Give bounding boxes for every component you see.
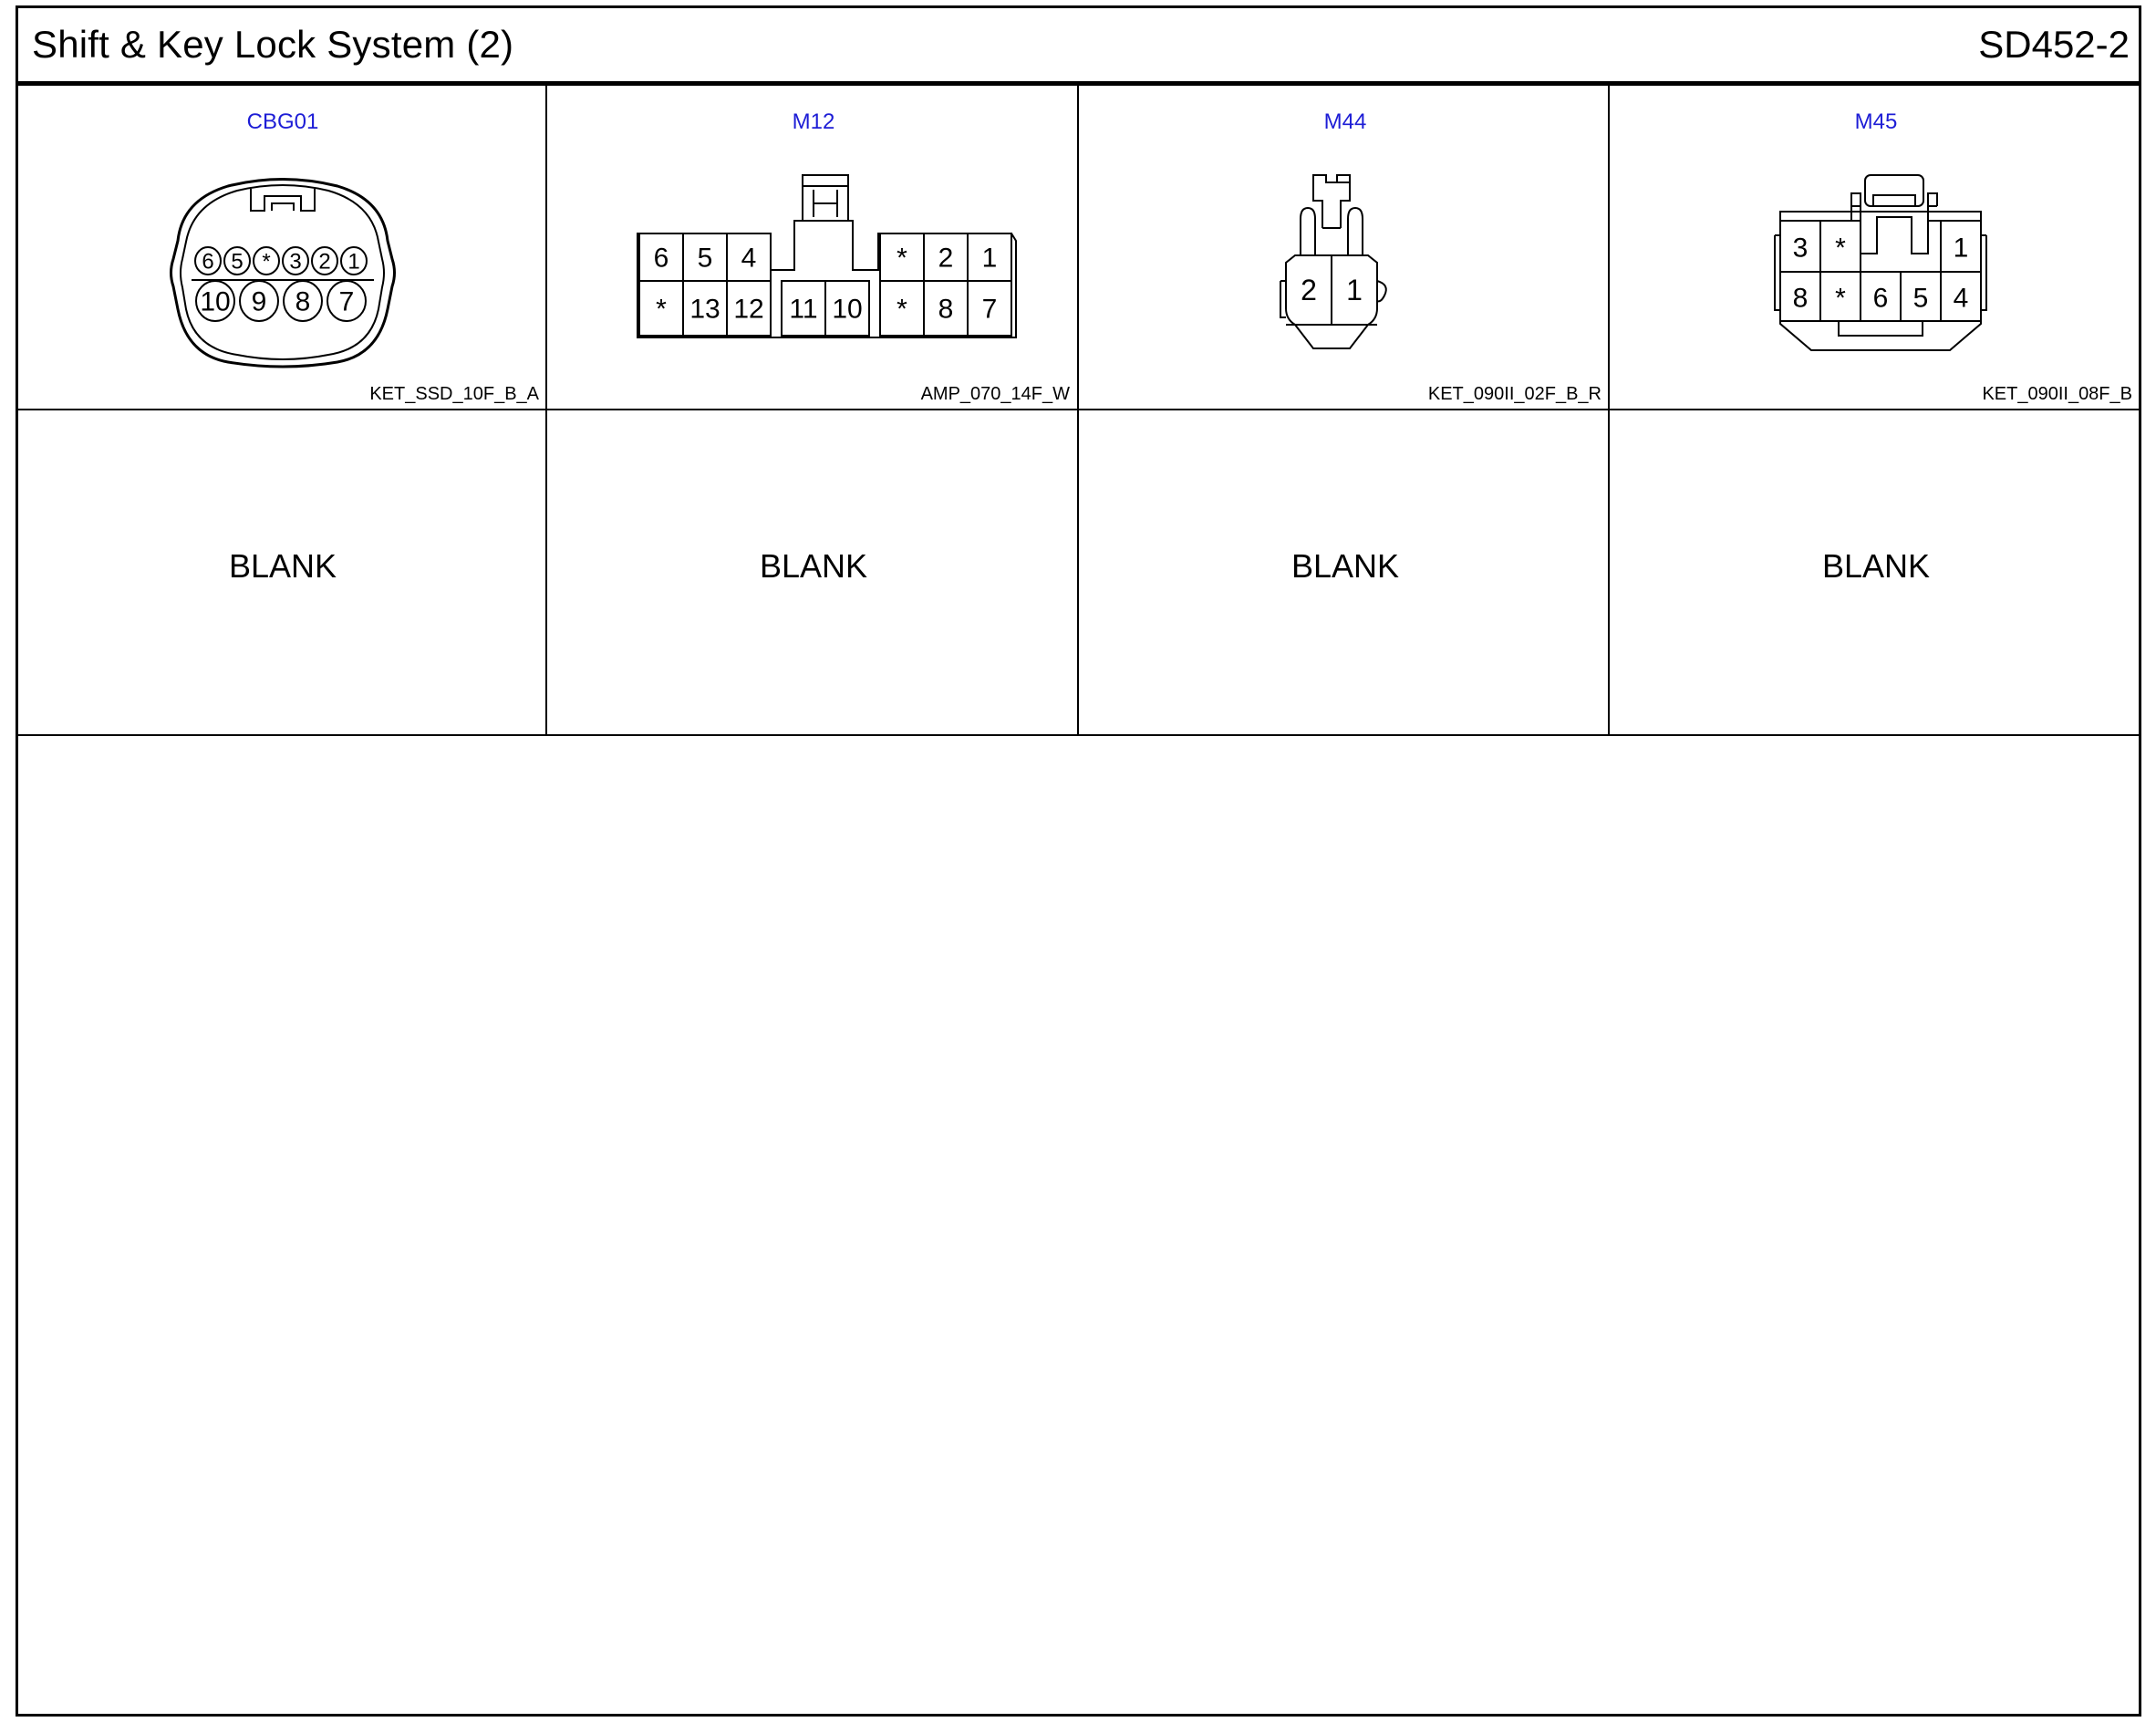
connector-m12-drawing [636,175,1019,339]
blank-label: BLANK [1290,547,1400,585]
pin-number: 2 [1301,274,1317,306]
pin-number: 11 [789,294,818,325]
pin-number: 8 [938,294,954,325]
diagram-sheet [16,5,2141,1717]
pin-number: 4 [1953,283,1969,314]
connector-id: M12 [792,109,835,134]
connector-cell-m44 [1081,86,1610,410]
pin-number: 12 [733,294,764,325]
blank-cell-4 [1612,412,2140,736]
pin-number: 2 [318,249,331,275]
pin-number: 1 [981,243,998,274]
pin-number: 5 [1912,283,1929,314]
connector-cell-cbg01 [18,86,547,410]
blank-cell-2 [549,412,1078,736]
connector-part-code: KET_090II_02F_B_R [1427,384,1601,404]
connector-id: M44 [1323,109,1367,134]
pin-number: 7 [338,286,355,317]
pin-number: 5 [231,249,244,275]
page-title: Shift & Key Lock System (2) [32,23,514,66]
blank-label: BLANK [759,547,868,585]
pin-number: 10 [832,294,863,325]
pin-number: 10 [200,286,231,317]
connector-part-code: KET_SSD_10F_B_A [369,384,539,404]
connector-m45-drawing [1771,173,1990,369]
connector-id: CBG01 [246,109,319,134]
pin-empty-marker: * [897,243,907,274]
pin-empty-marker: * [1835,233,1846,264]
pin-number: 8 [295,286,311,317]
pin-number: 13 [689,294,720,325]
empty-area [18,738,2139,1714]
pin-number: 1 [347,249,360,275]
pin-empty-marker: * [1835,283,1846,314]
connector-part-code: KET_090II_08F_B [1982,384,2132,404]
pin-empty-marker: * [897,294,907,325]
pin-number: 6 [653,243,669,274]
blank-cell-3 [1081,412,1610,736]
connector-cbg01-drawing [164,172,401,368]
pin-number: 2 [938,243,954,274]
pin-number: 6 [202,249,214,275]
pin-number: 1 [1346,274,1363,306]
pin-number: 4 [741,243,757,274]
connector-cell-m45 [1612,86,2140,410]
pin-empty-marker: * [262,249,271,275]
pin-number: 8 [1792,283,1809,314]
page-code: SD452-2 [1978,23,2130,66]
pin-number: 1 [1953,233,1969,264]
connector-m44-drawing [1277,173,1423,365]
blank-cell-1 [18,412,547,736]
pin-number: 3 [289,249,302,275]
pin-number: 7 [981,294,998,325]
blank-label: BLANK [1821,547,1931,585]
pin-number: 5 [697,243,713,274]
pin-number: 3 [1792,233,1809,264]
pin-number: 6 [1872,283,1889,314]
blank-label: BLANK [228,547,337,585]
connector-part-code: AMP_070_14F_W [920,384,1070,404]
pin-number: 9 [251,286,267,317]
connector-id: M45 [1854,109,1898,134]
pin-empty-marker: * [656,294,667,325]
connector-cell-m12 [549,86,1078,410]
